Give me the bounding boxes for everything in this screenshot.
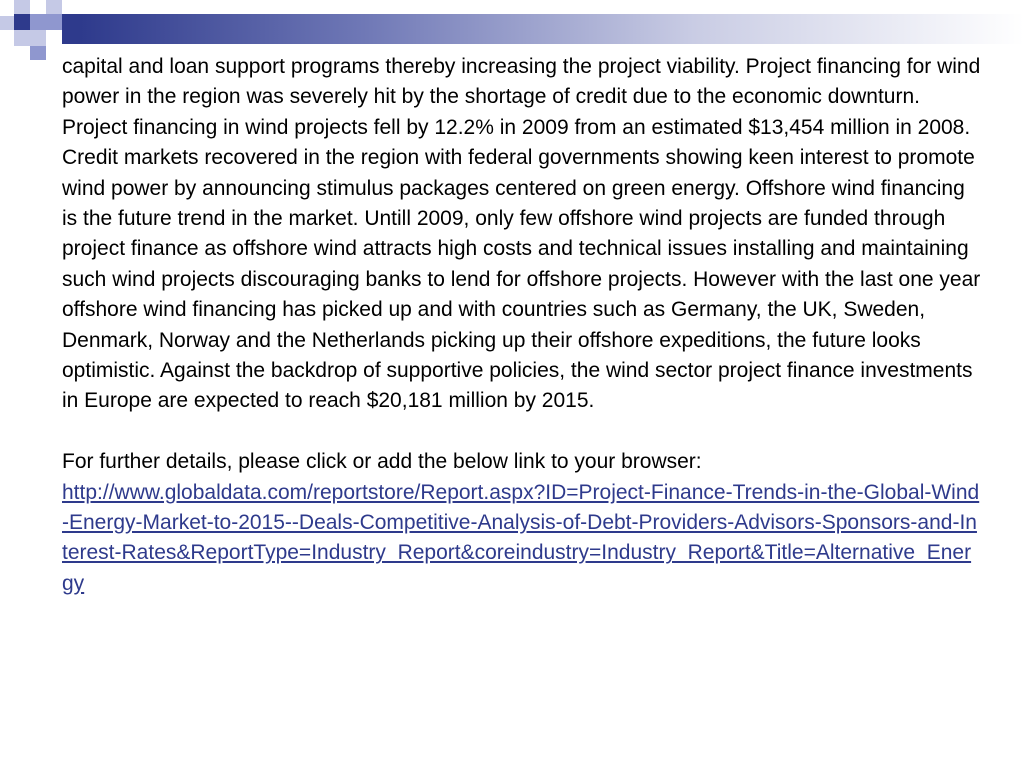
deco-square [30, 46, 46, 60]
deco-square [30, 30, 46, 46]
slide-body [62, 52, 982, 599]
deco-square [14, 30, 30, 46]
header-decoration [0, 0, 1024, 60]
details-intro: For further details, please click or add the below link to your browser: [62, 450, 702, 474]
deco-square [14, 14, 30, 30]
deco-square [62, 14, 80, 44]
deco-square [30, 14, 46, 30]
deco-square [46, 14, 62, 30]
body-paragraph: capital and loan support programs thereby increasing the project viability. Project financing for wind power in the region was severely hit by the shortage of credit due to the economic downturn. Project financing in wind projects fell by 12.2% in 2009 from an estimated $13,454 million in 2008. Credit markets recovered in the region with federal governments showing keen interest to promote wind power by announcing stimulus packages centered on green energy. Offshore wind financing is the future trend in the market. Untill 2009, only few offshore wind projects are funded through project finance as offshore wind attracts high costs and technical issues installing and maintaining such wind projects discouraging banks to lend for offshore projects. However with the last one year offshore wind financing has picked up and with countries such as Germany, the UK, Sweden, Denmark, Norway and the Netherlands picking up their offshore expeditions, the future looks optimistic. Against the backdrop of supportive policies, the wind sector project finance investments in Europe are expected to reach $20,181 million by 2015. [62, 55, 981, 413]
header-gradient-bar [80, 14, 1024, 44]
paragraph-spacer [62, 417, 982, 447]
report-link-line [62, 478, 982, 600]
report-link[interactable]: http://www.globaldata.com/reportstore/Report.aspx?ID=Project-Finance-Trends-in-the-Global-Wind-Energy-Market-to-2015--Deals-Competitive-Analysis-of-Debt-Providers-Advisors-Sponsors-and-Interest-Rates&ReportType=Industry_Report&coreindustry=Industry_Report&Title=Alternative_Energy [62, 480, 980, 595]
deco-square [0, 16, 14, 30]
